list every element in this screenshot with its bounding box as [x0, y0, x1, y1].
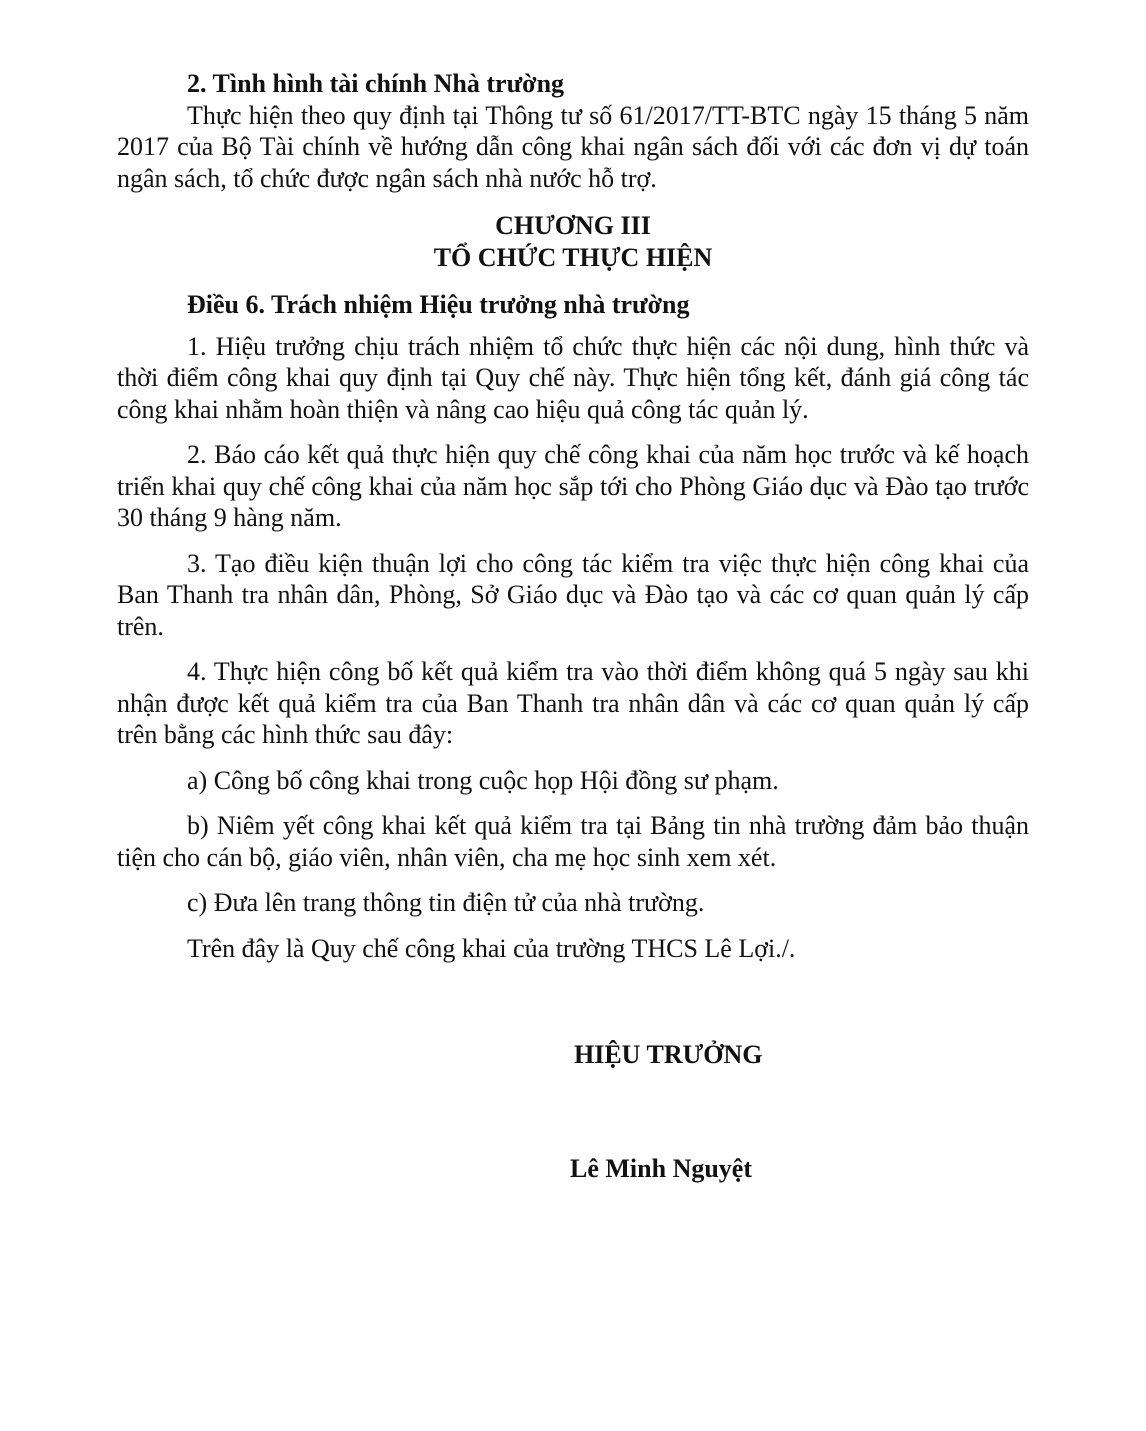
article-item-3: 3. Tạo điều kiện thuận lợi cho công tác kiểm tra việc thực hiện công khai của Ban Thanh tra nhân dân, Phòng, Sở Giáo dục và Đào tạo và các cơ quan quản lý cấp trên.: [117, 548, 1029, 641]
chapter-title: TỔ CHỨC THỰC HIỆN: [433, 242, 713, 272]
document-body: [117, 68, 1029, 964]
article-item-1: 1. Hiệu trưởng chịu trách nhiệm tổ chức thực hiện các nội dung, hình thức và thời điểm công khai quy định tại Quy chế này. Thực hiện tổng kết, đánh giá công tác công khai nhằm hoàn thiện và nâng cao hiệu quả công tác quản lý.: [117, 331, 1029, 424]
article-item-4: 4. Thực hiện công bố kết quả kiểm tra vào thời điểm không quá 5 ngày sau khi nhận được kết quả kiểm tra của Ban Thanh tra nhân dân và các cơ quan quản lý cấp trên bằng các hình thức sau đây:: [117, 657, 1029, 749]
article-item-2: 2. Báo cáo kết quả thực hiện quy chế công khai của năm học trước và kế hoạch triển khai quy chế công khai của năm học sắp tới cho Phòng Giáo dục và Đào tạo trước 30 tháng 9 hàng năm.: [117, 440, 1029, 532]
article-subitem-a: a) Công bố công khai trong cuộc họp Hội đồng sư phạm.: [187, 765, 779, 795]
signature-title: HIỆU TRƯỞNG: [574, 1040, 763, 1069]
chapter-number: CHƯƠNG III: [495, 211, 651, 240]
section-paragraph: Thực hiện theo quy định tại Thông tư số 61/2017/TT-BTC ngày 15 tháng 5 năm 2017 của Bộ Tài chính về hướng dẫn công khai ngân sách đối với các đơn vị dự toán ngân sách, tổ chức được ngân sách nhà nước hỗ trợ.: [117, 100, 1029, 193]
article-heading: Điều 6. Trách nhiệm Hiệu trưởng nhà trường: [187, 290, 690, 319]
section-heading: 2. Tình hình tài chính Nhà trường: [187, 69, 565, 98]
article-subitem-b: b) Niêm yết công khai kết quả kiểm tra tại Bảng tin nhà trường đảm bảo thuận tiện cho cán bộ, giáo viên, nhân viên, cha mẹ học sinh xem xét.: [117, 811, 1029, 872]
closing-statement: Trên đây là Quy chế công khai của trường THCS Lê Lợi./.: [187, 933, 796, 963]
signature-name: Lê Minh Nguyệt: [570, 1154, 752, 1183]
article-subitem-c: c) Đưa lên trang thông tin điện tử của nhà trường.: [187, 888, 705, 917]
